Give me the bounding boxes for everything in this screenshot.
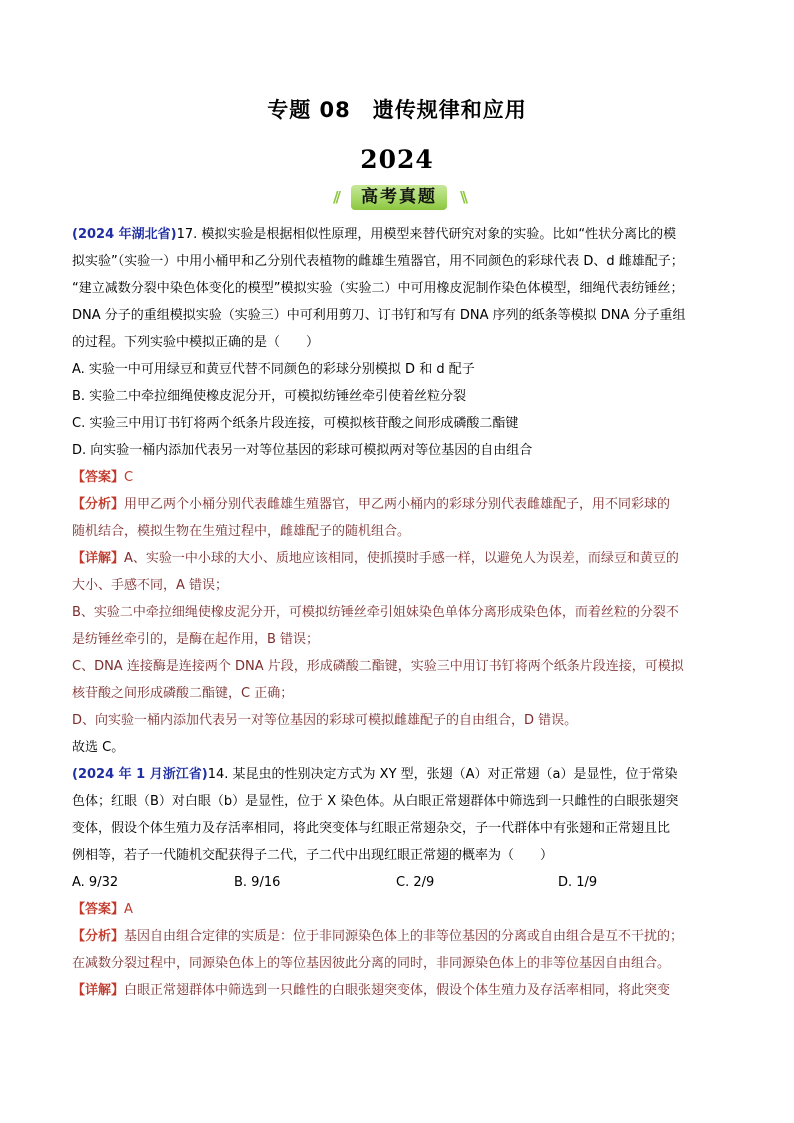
q2-option-c: C. 2/9 bbox=[396, 875, 435, 890]
q2-analysis-line: 基因自由组合定律的实质是：位于非同源染色体上的非等位基因的分离或自由组合是互不干扰的； bbox=[124, 929, 684, 944]
q2-analysis-line: 在减数分裂过程中，同源染色体上的等位基因彼此分离的同时，非同源染色体上的非等位基因自由组合。 bbox=[72, 956, 671, 971]
q1-stem-line: 拟实验”（实验一）中用小桶甲和乙分别代表植物的雌雄生殖器官，用不同颜色的彩球代表 D、d 雌雄配子； bbox=[72, 254, 684, 269]
title-prefix: 专题 08 bbox=[267, 98, 351, 122]
page-title bbox=[0, 94, 794, 124]
q1-stem-line: DNA 分子的重组模拟实验（实验三）中可利用剪刀、订书钉和写有 DNA 序列的纸条等模拟 DNA 分子重组 bbox=[72, 308, 686, 323]
banner-label: 高考真题 bbox=[351, 185, 447, 210]
q2-stem-line: 色体；红眼（B）对白眼（b）是显性，位于 X 染色体。从白眼正常翅群体中筛选到一只雌性的白眼张翅突 bbox=[72, 794, 679, 809]
q2-stem-line: 例相等，若子一代随机交配获得子二代，子二代中出现红眼正常翅的概率为（ ） bbox=[72, 848, 554, 863]
question-1 bbox=[72, 221, 732, 761]
banner-right-slashes: \\ bbox=[460, 188, 465, 206]
q1-detail-line: A、实验一中小球的大小、质地应该相同，使抓摸时手感一样，以避免人为误差，而绿豆和黄豆的 bbox=[124, 551, 679, 566]
q1-stem-line: “建立减数分裂中染色体变化的模型”模拟实验（实验二）中可用橡皮泥制作染色体模型，细绳代表纺锤丝； bbox=[72, 281, 684, 296]
q1-analysis-tag: 【分析】 bbox=[72, 497, 125, 512]
q1-option-b: B. 实验二中牵拉细绳使橡皮泥分开，可模拟纺锤丝牵引使着丝粒分裂 bbox=[72, 389, 467, 404]
q1-conclusion: 故选 C。 bbox=[72, 740, 125, 755]
q2-detail-line: 白眼正常翅群体中筛选到一只雌性的白眼张翅突变体，假设个体生殖力及存活率相同，将此突变 bbox=[124, 983, 671, 998]
q1-detail-line: 是纺锤丝牵引的，是酶在起作用，B 错误； bbox=[72, 632, 320, 647]
q1-detail-line: D、向实验一桶内添加代表另一对等位基因的彩球可模拟雌雄配子的自由组合，D 错误。 bbox=[72, 713, 578, 728]
q1-source: (2024 年湖北省) bbox=[72, 227, 177, 242]
q2-options bbox=[72, 869, 732, 896]
q1-analysis-line: 用甲乙两个小桶分别代表雌雄生殖器官，甲乙两小桶内的彩球分别代表雌雄配子，用不同彩球的 bbox=[124, 497, 671, 512]
q1-option-c: C. 实验三中用订书钉将两个纸条片段连接，可模拟核苷酸之间形成磷酸二酯键 bbox=[72, 416, 519, 431]
q2-option-b: B. 9/16 bbox=[234, 875, 281, 890]
section-banner bbox=[333, 185, 465, 210]
q1-option-a: A. 实验一中可用绿豆和黄豆代替不同颜色的彩球分别模拟 D 和 d 配子 bbox=[72, 362, 475, 377]
title-main: 遗传规律和应用 bbox=[372, 98, 527, 122]
q2-stem-line: 变体，假设个体生殖力及存活率相同，将此突变体与红眼正常翅杂交，子一代群体中有张翅和正常翅且比 bbox=[72, 821, 671, 836]
question-2 bbox=[72, 761, 732, 1004]
q1-stem-line: 模拟实验是根据相似性原理，用模型来替代研究对象的实验。比如“性状分离比的模 bbox=[201, 227, 677, 242]
year-heading: 2024 bbox=[360, 145, 434, 174]
q1-detail-line: B、实验二中牵拉细绳使橡皮泥分开，可模拟纺锤丝牵引姐妹染色单体分离形成染色体，而着丝粒的分裂不 bbox=[72, 605, 679, 620]
q2-source: (2024 年 1 月浙江省) bbox=[72, 767, 208, 782]
q1-option-d: D. 向实验一桶内添加代表另一对等位基因的彩球可模拟两对等位基因的自由组合 bbox=[72, 443, 533, 458]
q1-number: 17. bbox=[176, 227, 198, 242]
q2-number: 14. bbox=[207, 767, 229, 782]
q1-detail-line: 核苷酸之间形成磷酸二酯键，C 正确； bbox=[72, 686, 294, 701]
q1-detail-tag: 【详解】 bbox=[72, 551, 125, 566]
q1-analysis-line: 随机结合，模拟生物在生殖过程中，雌雄配子的随机组合。 bbox=[72, 524, 411, 539]
q1-answer-tag: 【答案】 bbox=[72, 470, 125, 485]
q1-detail-line: C、DNA 连接酶是连接两个 DNA 片段，形成磷酸二酯键，实验三中用订书钉将两个纸条片段连接，可模拟 bbox=[72, 659, 684, 674]
q2-analysis-tag: 【分析】 bbox=[72, 929, 125, 944]
q1-detail-line: 大小、手感不同，A 错误； bbox=[72, 578, 229, 593]
banner-left-slashes: // bbox=[333, 188, 338, 206]
q2-option-d: D. 1/9 bbox=[558, 875, 598, 890]
q2-detail-tag: 【详解】 bbox=[72, 983, 125, 998]
q2-answer-tag: 【答案】 bbox=[72, 902, 125, 917]
q1-answer: C bbox=[124, 470, 134, 485]
q2-stem-line: 某昆虫的性别决定方式为 XY 型，张翅（A）对正常翅（a）是显性，位于常染 bbox=[232, 767, 678, 782]
q2-option-a: A. 9/32 bbox=[72, 875, 119, 890]
q1-stem-line: 的过程。下列实验中模拟正确的是（ ） bbox=[72, 335, 320, 350]
q2-answer: A bbox=[124, 902, 133, 917]
